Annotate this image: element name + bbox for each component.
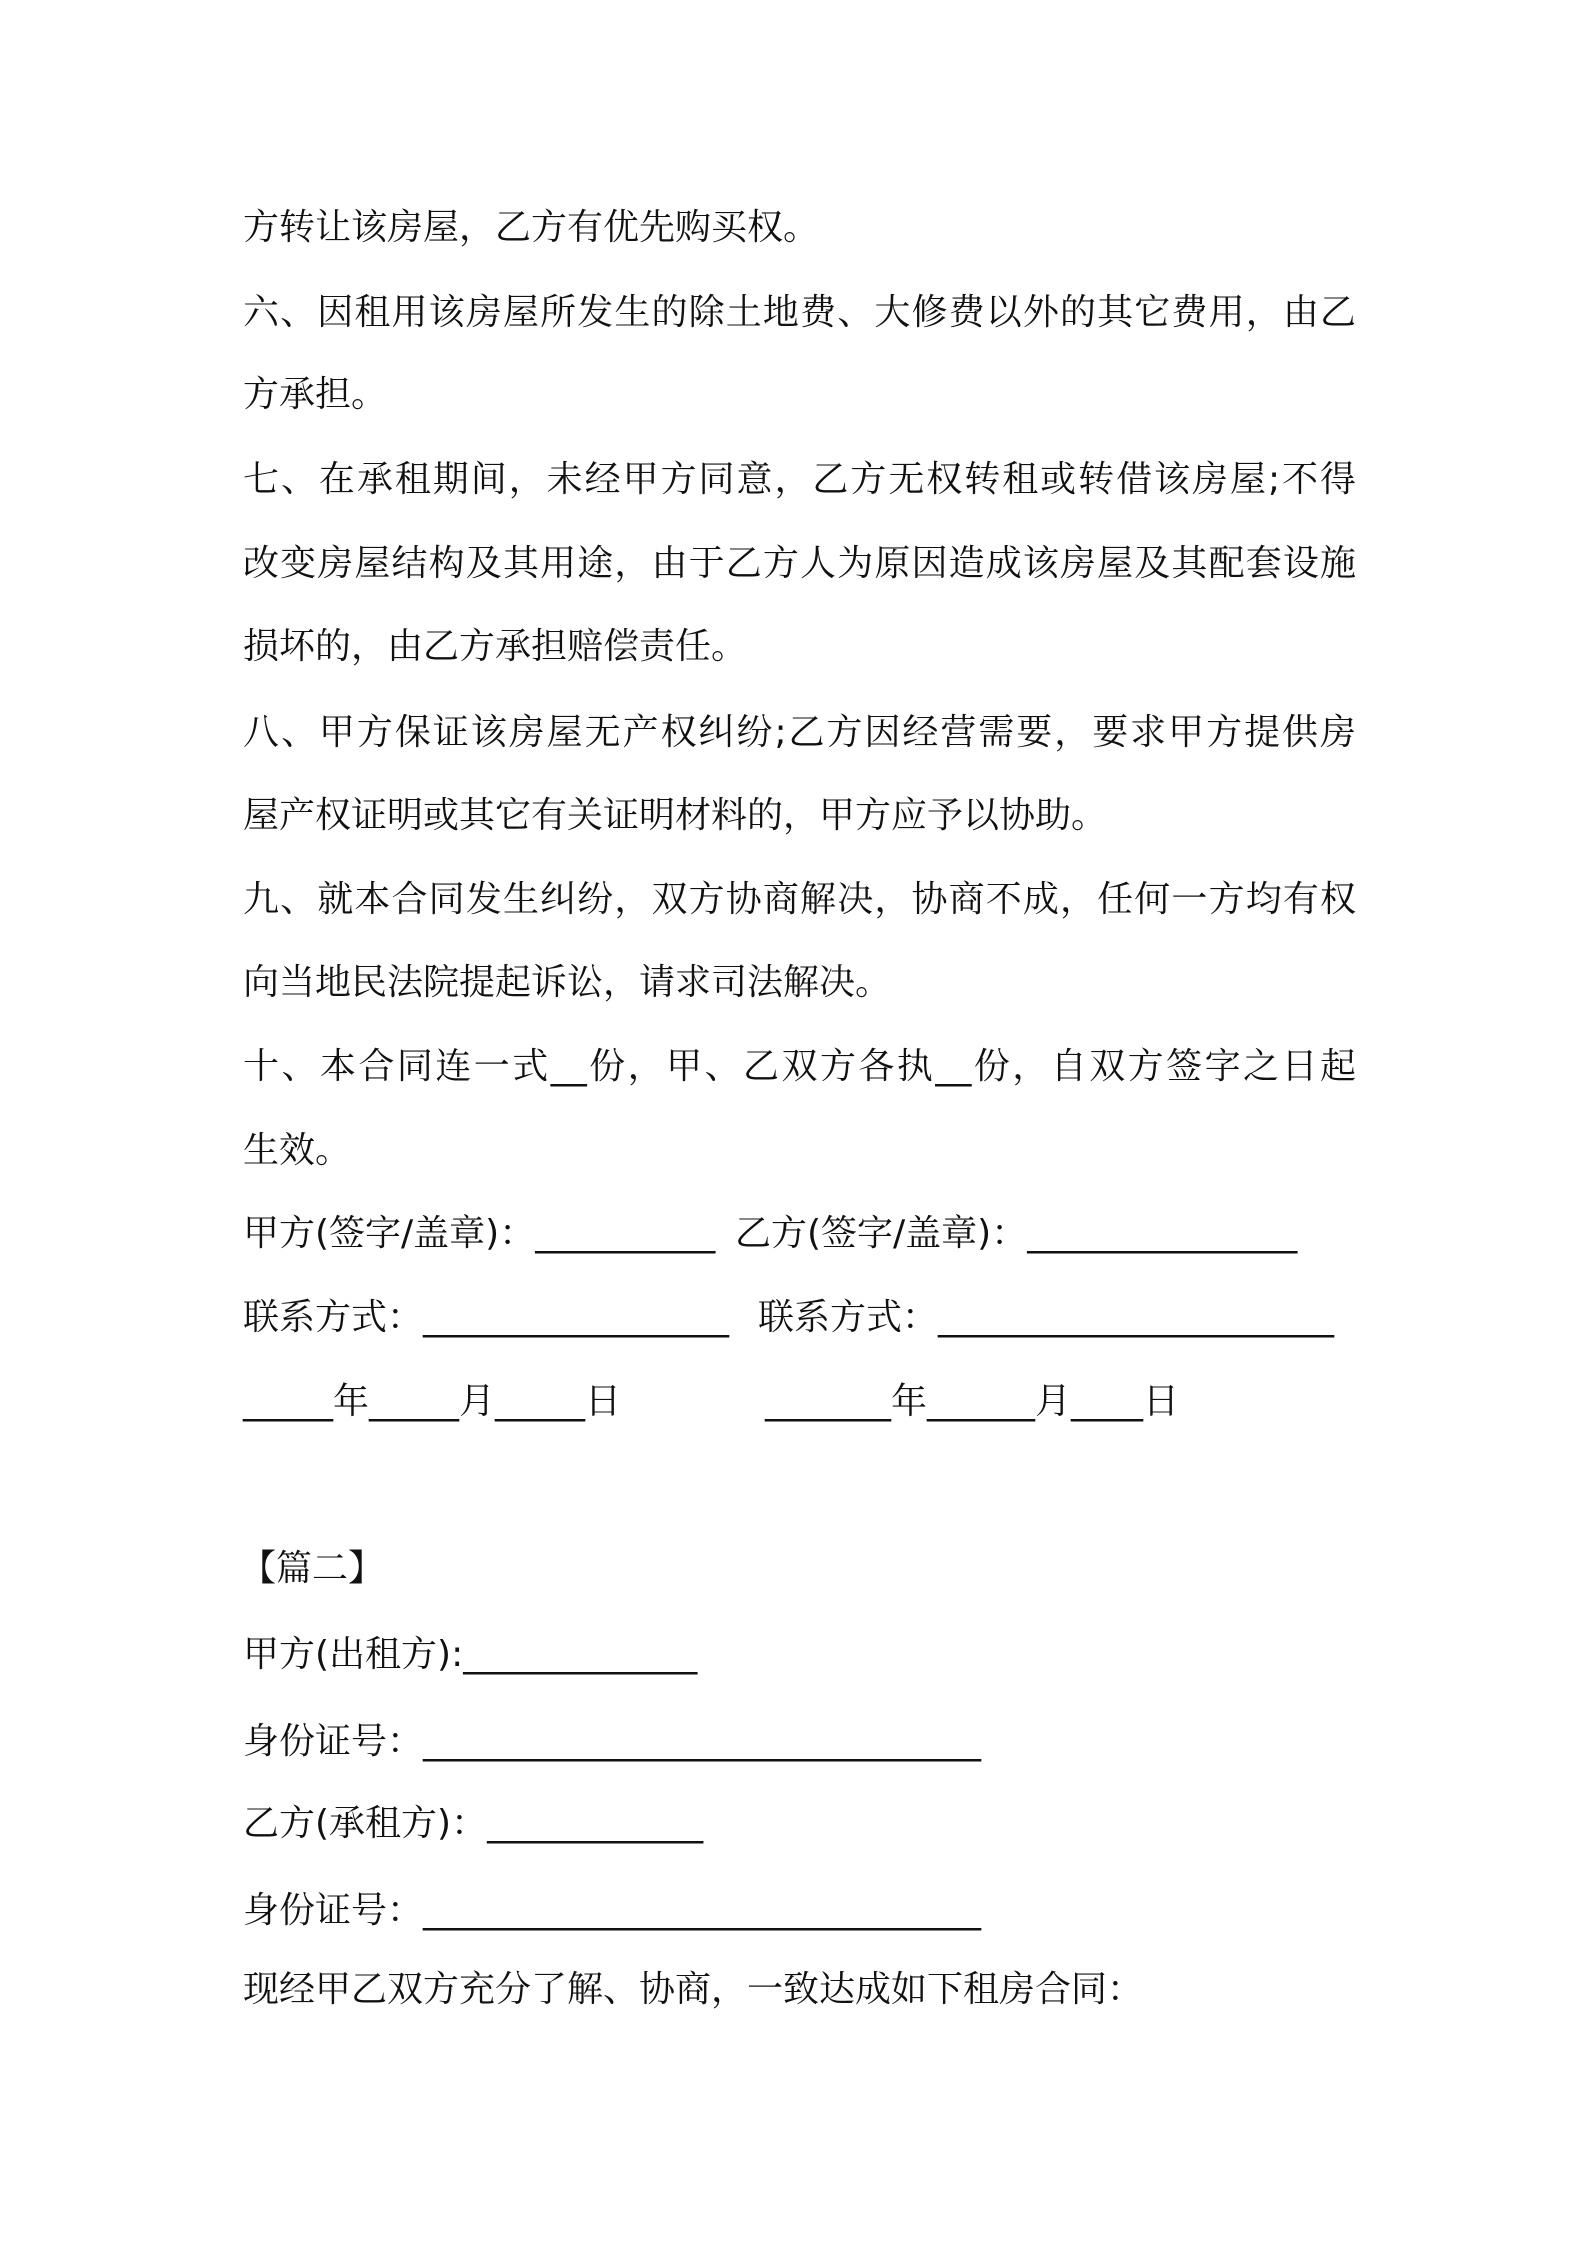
party-b-date: _______年______月____日 xyxy=(765,1381,1179,1422)
lessee-field: 乙方(承租方)：____________ xyxy=(243,1803,704,1844)
lessee-id-field: 身份证号：_______________________________ xyxy=(243,1890,982,1931)
paragraph-line: 屋产权证明或其它有关证明材料的，甲方应予以协助。 xyxy=(243,795,1108,836)
paragraph-line: 六、因租用该房屋所发生的除土地费、大修费以外的其它费用，由乙 xyxy=(243,292,1356,333)
paragraph-line: 生效。 xyxy=(243,1130,352,1171)
paragraph-line: 八、甲方保证该房屋无产权纠纷;乙方因经营需要，要求甲方提供房 xyxy=(243,712,1356,753)
paragraph-line: 七、在承租期间，未经甲方同意，乙方无权转租或转借该房屋;不得 xyxy=(243,459,1356,500)
section-heading: 【篇二】 xyxy=(240,1548,385,1589)
party-a-signature: 甲方(签字/盖章)：__________ xyxy=(243,1213,716,1254)
party-a-contact: 联系方式：_________________ xyxy=(243,1297,730,1338)
lessor-field: 甲方(出租方):_____________ xyxy=(243,1634,698,1675)
lessor-id-field: 身份证号：_______________________________ xyxy=(243,1721,982,1762)
paragraph-line: 损坏的，由乙方承担赔偿责任。 xyxy=(243,626,748,667)
party-b-contact: 联系方式：______________________ xyxy=(758,1297,1335,1338)
paragraph-line: 向当地民法院提起诉讼，请求司法解决。 xyxy=(243,962,892,1003)
paragraph-line: 方承担。 xyxy=(243,374,388,415)
intro-text: 现经甲乙双方充分了解、协商，一致达成如下租房合同： xyxy=(243,1969,1144,2010)
paragraph-line: 改变房屋结构及其用途，由于乙方人为原因造成该房屋及其配套设施 xyxy=(243,543,1356,584)
paragraph-line: 方转让该房屋，乙方有优先购买权。 xyxy=(243,207,820,248)
party-b-signature: 乙方(签字/盖章)：_______________ xyxy=(735,1213,1298,1254)
paragraph-line: 九、就本合同发生纠纷，双方协商解决，协商不成，任何一方均有权 xyxy=(243,879,1356,920)
paragraph-line: 十、本合同连一式__份，甲、乙双方各执__份，自双方签字之日起 xyxy=(243,1046,1356,1087)
party-a-date: _____年_____月_____日 xyxy=(243,1381,621,1422)
